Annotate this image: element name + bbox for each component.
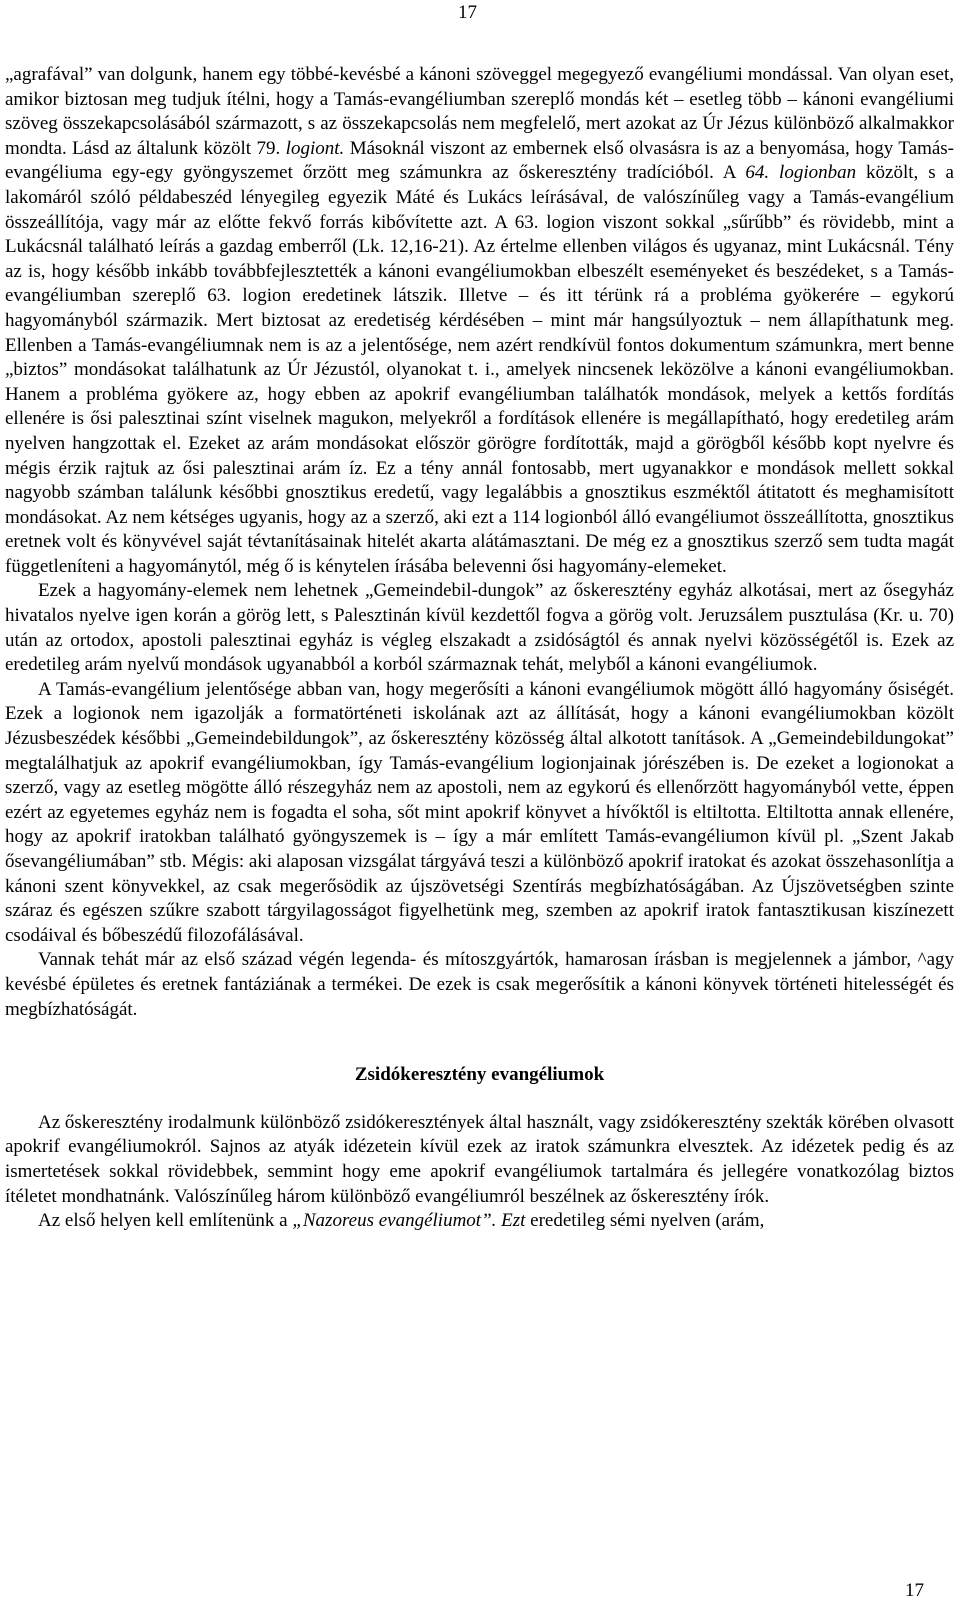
paragraph-6: Az első helyen kell említenünk a „Nazoreus evangéliumot”. Ezt eredetileg sémi nyelven (arám,	[38, 1210, 765, 1232]
paragraph-1: „agrafával” van dolgunk, hanem egy többé-kevésbé a kánoni szöveggel megegyező evangéliumi mondással. Van olyan eset, amikor biztosan meg tudjuk ítélni, hogy a Tamás-evangéliumban szereplő mondás két – esetleg több – kánoni evangéliumi szöveg összekapcsolásából származott, s az összekapcsolás nem megfelelő, mert azokat az Úr Jézus különböző alkalmakkor mondta. Lásd az általunk közölt 79. logiont. Másoknál viszont az embernek első olvasásra is az a benyomása, hogy Tamás-evangéliuma egy-egy gyöngyszemet őrzött meg számunkra az őskeresztény tradícióból. A 64. logionban közölt, s a lakomáról szóló példabeszéd lényegileg egyezik Máté és Lukács leírásával, de valószínűleg vagy a Tamás-evangélium összeállítója, vagy már az előtte fekvő forrás kibővítette azt. A 63. logion viszont sokkal „sűrűbb” és rövidebb, mint a Lukácsnál található leírás a gazdag emberről (Lk. 12,16-21). Az értelme ellenben világos és ugyanaz, mint Lukácsnál. Tény az is, hogy később inkább továbbfejlesztették a kánoni evangéliumokban elbeszélt eseményeket és beszédeket, s a Tamás-evangéliumban szereplő 63. logion eredetinek látszik. Illetve – és itt térünk rá a probléma gyökerére – egykorú hagyományból származik. Mert biztosat az eredetiség kérdésében – mint már hangsúlyoztuk – nem állapíthatunk meg. Ellenben a Tamás-evangéliumnak nem is az a jelentősége, nem azért rendkívül fontos dokumentum számunkra, mert benne „biztos” mondásokat találhatunk az Úr Jézustól, olyanokat t. i., amelyek nincsenek leközölve a kánoni evangéliumokban. Hanem a probléma gyökere az, hogy ebben az apokrif evangéliumban találhatók mondások, melyek a kettős fordítás ellenére is ősi palesztinai színt viselnek magukon, melyekről a fordítások ellenére is megállapítható, hogy eredetileg arám nyelven hangzottak el. Ezeket az arám mondásokat először görögre fordították, majd a görögből később kopt nyelvre és mégis érzik rajtuk az ősi palesztinai arám íz. Ez a tény annál fontosabb, mert ugyanakkor e mondások mellett sokkal nagyobb számban találunk későbbi gnosztikus eredetű, vagy legalábbis a gnosztikus eszméktől átitatott és meghamisított mondásokat. Az nem kétséges ugyanis, hogy az a szerző, aki ezt a 114 logionból álló evangéliumot összeállította, gnosztikus eretnek volt és könyvével saját tévtanításainak hitelét akarta alátámasztani. De még ez a gnosztikus szerző sem tudta magát függetleníteni a hagyománytól, még ő is kénytelen írásába belevenni ősi hagyomány-elemeket.	[5, 64, 955, 577]
paragraph-4: Vannak tehát már az első század végén legenda- és mítoszgyártók, hamarosan írásban is megjelennek a jámbor, ^agy kevésbé épületes és eretnek fantáziának a termékei. De ezek is csak megerősítik a kánoni könyvek történeti hitelességét és megbízhatóságát.	[5, 949, 954, 1020]
page-number-bottom: 17	[905, 1580, 924, 1601]
page-number-top: 17	[458, 2, 477, 23]
page-body	[5, 63, 954, 1234]
paragraph-2: Ezek a hagyomány-elemek nem lehetnek „Gemeindebil-dungok” az őskeresztény egyház alkotásai, mert az ősegyház hivatalos nyelve igen korán a görög lett, s Palesztinán kívül kezdettől fogva a görög volt. Jeruzsálem pusztulása (Kr. u. 70) után az ortodox, apostoli palesztinai egyház is végleg elszakadt a zsidóságtól és annak nyelvi közösségétől is. Ezek az eredetileg arám nyelvű mondások ugyanabból a korból származnak tehát, melyből a kánoni evangéliumok.	[5, 580, 954, 676]
paragraph-3: A Tamás-evangélium jelentősége abban van, hogy megerősíti a kánoni evangéliumok mögött álló hagyomány ősiségét. Ezek a logionok nem igazolják a formatörténeti iskolának azt az állítását, hogy a kánoni evangéliumokban közölt Jézusbeszédek későbbi „Gemeindebildungok”, az őskeresztény közösség által alkotott tanítások. A „Gemeindebildungokat” megtalálhatjuk az apokrif evangéliumokban, így Tamás-evangélium logionjainak jórészében is. De ezeket a logionokat a szerző, vagy az esetleg mögötte álló részegyház nem az apostoli, nem az egykorú és ellenőrzött hagyományból vette, éppen ezért az egyetemes egyház nem is fogadta el soha, sőt mint apokrif könyvet a hívőktől is eltiltotta. Eltiltotta annak ellenére, hogy az apokrif iratokban található gyöngyszemek is – így a már említett Tamás-evangéliumon kívül pl. „Szent Jakab ősevangéliumában” stb. Mégis: aki alaposan vizsgálat tárgyává teszi a különböző apokrif iratokat és azokat összehasonlítja a kánoni szent könyvekkel, az csak megerősödik az újszövetségi Szentírás megbízhatóságában. Az Újszövetségben szinte száraz és egészen szűkre szabott tárgyilagosságot figyelhetünk meg, szemben az apokrif iratok fantasztikusan kiszínezett csodáival és bőbeszédű filozofálásával.	[5, 678, 954, 946]
paragraph-5: Az őskeresztény irodalmunk különböző zsidókeresztények által használt, vagy zsidókeresztény szekták körében olvasott apokrif evangéliumokról. Sajnos az atyák idézetein kívül ezek az iratok számunkra elvesztek. Az idézetek pedig és az ismertetések sokkal rövidebbek, semmint hogy eme apokrif evangéliumok tartalmára és jellegére vonatkozólag biztos ítéletet mondhatnánk. Valószínűleg három különböző evangéliumról beszélnek az őskeresztény írók.	[5, 1111, 954, 1207]
section-heading: Zsidókeresztény evangéliumok	[354, 1064, 605, 1086]
